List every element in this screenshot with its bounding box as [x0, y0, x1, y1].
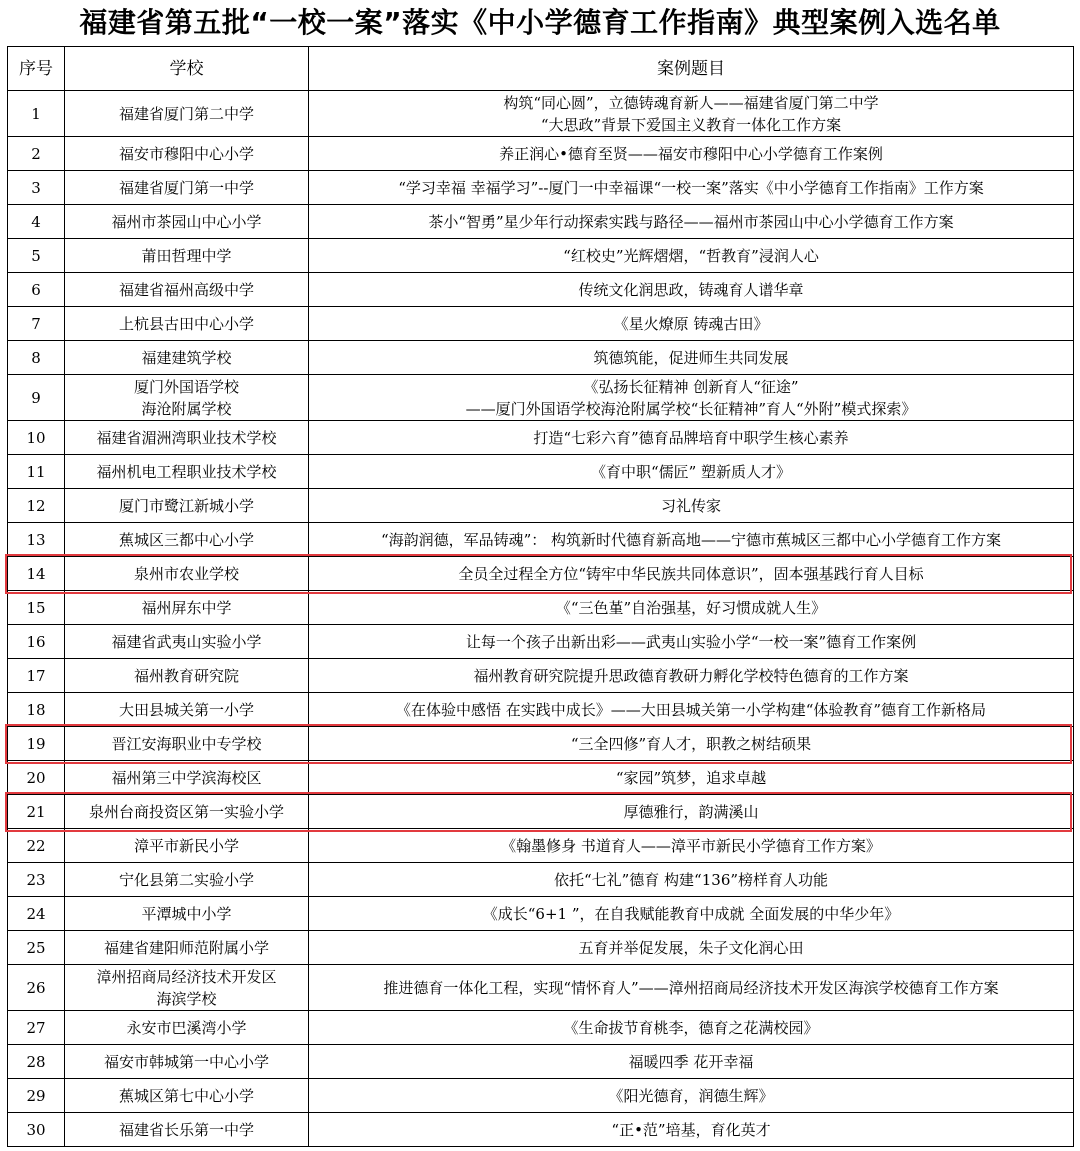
case-title-line: 厚德雅行，韵满溪山 [623, 802, 759, 821]
school-name-cell [65, 727, 309, 761]
case-title-cell [309, 1113, 1074, 1147]
case-title-line: 茶小“智勇”星少年行动探索实践与路径——福州市茶园山中心小学德育工作方案 [428, 212, 954, 231]
case-title-cell [309, 205, 1074, 239]
school-name-cell [65, 1079, 309, 1113]
table-header-row [8, 47, 1074, 91]
table-row [8, 489, 1074, 523]
case-title-line: 《在体验中感悟 在实践中成长》——大田县城关第一小学构建“体验教育”德育工作新格局 [395, 700, 987, 719]
case-title-cell [309, 341, 1074, 375]
table-row [8, 341, 1074, 375]
school-name-line: 漳州招商局经济技术开发区 [96, 967, 277, 986]
case-title-cell [309, 273, 1074, 307]
case-title-cell [309, 965, 1074, 1011]
case-title-line: 构筑“同心圆”，立德铸魂育新人——福建省厦门第二中学 [503, 93, 879, 112]
row-number: 13 [8, 523, 65, 557]
case-title-cell [309, 455, 1074, 489]
case-title-cell [309, 171, 1074, 205]
school-name-cell [65, 591, 309, 625]
table-row [8, 523, 1074, 557]
row-number: 12 [8, 489, 65, 523]
school-name-line: 福安市韩城第一中心小学 [103, 1052, 269, 1071]
school-name-cell [65, 239, 309, 273]
case-title-line: ——厦门外国语学校海沧附属学校“长征精神”育人“外附”模式探索》 [465, 399, 917, 418]
case-title-line: “海韵润德，军品铸魂”： 构筑新时代德育新高地——宁德市蕉城区三都中心小学德育工作方案 [380, 530, 1002, 549]
school-name-line: 福建省福州高级中学 [118, 280, 254, 299]
row-number: 14 [8, 557, 65, 591]
school-name-line: 泉州台商投资区第一实验小学 [88, 802, 284, 821]
case-title-line: 《弘扬长征精神 创新育人“征途” [583, 377, 799, 396]
case-title-cell [309, 625, 1074, 659]
case-title-line: “大思政”背景下爱国主义教育一体化工作方案 [540, 115, 842, 134]
table-row [8, 1011, 1074, 1045]
case-title-cell [309, 897, 1074, 931]
table-row [8, 421, 1074, 455]
school-name-line: 福州第三中学滨海校区 [111, 768, 262, 787]
table-row [8, 1079, 1074, 1113]
table-row [8, 591, 1074, 625]
school-name-line: 福建省武夷山实验小学 [111, 632, 262, 651]
school-name-line: 福州屏东中学 [141, 598, 232, 617]
table-body [8, 91, 1074, 1147]
case-title-line: 《生命拔节育桃李，德育之花满校园》 [563, 1018, 819, 1037]
case-title-line: 打造“七彩六育”德育品牌培育中职学生核心素养 [533, 428, 849, 447]
school-name-line: 福建省建阳师范附属小学 [103, 938, 269, 957]
school-name-cell [65, 375, 309, 421]
school-name-line: 福州教育研究院 [133, 666, 239, 685]
case-title-cell [309, 863, 1074, 897]
school-name-line: 平潭城中小学 [141, 904, 232, 923]
school-name-cell [65, 91, 309, 137]
case-title-line: 全员全过程全方位“铸牢中华民族共同体意识”，固本强基践行育人目标 [458, 564, 924, 583]
case-title-line: 养正润心•德育至贤——福安市穆阳中心小学德育工作案例 [499, 144, 883, 163]
case-title-cell [309, 375, 1074, 421]
row-number: 23 [8, 863, 65, 897]
table-row [8, 727, 1074, 761]
row-number: 18 [8, 693, 65, 727]
table-row [8, 829, 1074, 863]
case-title-line: 传统文化润思政，铸魂育人谱华章 [578, 280, 804, 299]
row-number: 30 [8, 1113, 65, 1147]
table-row [8, 795, 1074, 829]
row-number: 10 [8, 421, 65, 455]
row-number: 19 [8, 727, 65, 761]
row-number: 24 [8, 897, 65, 931]
case-title-cell [309, 1045, 1074, 1079]
school-name-line: 福州机电工程职业技术学校 [96, 462, 277, 481]
school-name-cell [65, 273, 309, 307]
school-name-line: 漳平市新民小学 [133, 836, 239, 855]
table-row [8, 455, 1074, 489]
school-name-line: 厦门外国语学校 [133, 377, 239, 396]
case-title-line: “红校史”光辉熠熠，“哲教育”浸润人心 [563, 246, 819, 265]
case-title-line: 《翰墨修身 书道育人——漳平市新民小学德育工作方案》 [501, 836, 881, 855]
row-number: 27 [8, 1011, 65, 1045]
school-name-cell [65, 489, 309, 523]
case-title-line: 五育并举促发展，朱子文化润心田 [578, 938, 804, 957]
table-row [8, 307, 1074, 341]
table-row [8, 965, 1074, 1011]
school-name-line: 福建建筑学校 [141, 348, 232, 367]
case-title-cell [309, 829, 1074, 863]
table-row [8, 1045, 1074, 1079]
table-row [8, 897, 1074, 931]
case-title-cell [309, 1079, 1074, 1113]
school-name-line: 福安市穆阳中心小学 [118, 144, 254, 163]
case-title-cell [309, 91, 1074, 137]
case-title-line: “正•范”培基，育化英才 [611, 1120, 771, 1139]
school-name-cell [65, 205, 309, 239]
row-number: 26 [8, 965, 65, 1011]
case-title-cell [309, 795, 1074, 829]
case-title-line: 福暖四季 花开幸福 [628, 1052, 754, 1071]
column-header-number: 序号 [8, 47, 65, 91]
school-name-line: 永安市巴溪湾小学 [126, 1018, 247, 1037]
case-title-line: 《育中职“儒匠” 塑新质人才》 [590, 462, 792, 481]
case-title-cell [309, 931, 1074, 965]
school-name-line: 福建省湄洲湾职业技术学校 [96, 428, 277, 447]
school-name-cell [65, 829, 309, 863]
row-number: 2 [8, 137, 65, 171]
school-name-cell [65, 1011, 309, 1045]
row-number: 15 [8, 591, 65, 625]
school-name-line: 福建省长乐第一中学 [118, 1120, 254, 1139]
row-number: 28 [8, 1045, 65, 1079]
row-number: 16 [8, 625, 65, 659]
row-number: 4 [8, 205, 65, 239]
school-name-line: 海沧附属学校 [141, 399, 232, 418]
row-number: 21 [8, 795, 65, 829]
school-name-line: 蕉城区三都中心小学 [118, 530, 254, 549]
table-row [8, 171, 1074, 205]
school-name-cell [65, 931, 309, 965]
column-header-school: 学校 [65, 47, 309, 91]
table-row [8, 761, 1074, 795]
school-name-cell [65, 1045, 309, 1079]
school-name-cell [65, 761, 309, 795]
table-row [8, 557, 1074, 591]
case-title-line: 《阳光德育，润德生辉》 [608, 1086, 774, 1105]
school-name-cell [65, 523, 309, 557]
case-title-cell [309, 307, 1074, 341]
school-name-line: 福建省厦门第二中学 [118, 104, 254, 123]
table-row [8, 659, 1074, 693]
school-name-cell [65, 455, 309, 489]
row-number: 7 [8, 307, 65, 341]
table-row [8, 239, 1074, 273]
row-number: 11 [8, 455, 65, 489]
case-title-cell [309, 659, 1074, 693]
row-number: 17 [8, 659, 65, 693]
row-number: 1 [8, 91, 65, 137]
table-row [8, 931, 1074, 965]
row-number: 25 [8, 931, 65, 965]
case-title-line: 让每一个孩子出新出彩——武夷山实验小学“一校一案”德育工作案例 [465, 632, 917, 651]
table-row [8, 91, 1074, 137]
case-title-cell [309, 421, 1074, 455]
table-row [8, 693, 1074, 727]
school-name-cell [65, 693, 309, 727]
case-title-line: “家园”筑梦，追求卓越 [615, 768, 767, 787]
case-list-table [7, 46, 1074, 1147]
case-title-line: “三全四修”育人才，职教之树结硕果 [570, 734, 812, 753]
school-name-line: 宁化县第二实验小学 [118, 870, 254, 889]
table-row [8, 1113, 1074, 1147]
school-name-line: 泉州市农业学校 [133, 564, 239, 583]
school-name-line: 海滨学校 [156, 989, 217, 1008]
table-row [8, 273, 1074, 307]
case-title-cell [309, 489, 1074, 523]
row-number: 8 [8, 341, 65, 375]
school-name-cell [65, 659, 309, 693]
school-name-line: 上杭县古田中心小学 [118, 314, 254, 333]
school-name-line: 厦门市鹭江新城小学 [118, 496, 254, 515]
case-title-cell [309, 523, 1074, 557]
case-title-cell [309, 239, 1074, 273]
case-title-line: 《“三色堇”自治强基，好习惯成就人生》 [555, 598, 827, 617]
row-number: 6 [8, 273, 65, 307]
case-title-line: 依托“七礼”德育 构建“136”榜样育人功能 [553, 870, 829, 889]
case-title-cell [309, 591, 1074, 625]
column-header-case-title: 案例题目 [309, 47, 1074, 91]
table-row [8, 205, 1074, 239]
row-number: 20 [8, 761, 65, 795]
row-number: 29 [8, 1079, 65, 1113]
school-name-cell [65, 421, 309, 455]
case-title-line: “学习幸福 幸福学习”--厦门一中幸福课“一校一案”落实《中小学德育工作指南》工作方案 [398, 178, 984, 197]
case-title-line: 推进德育一体化工程，实现“情怀育人”——漳州招商局经济技术开发区海滨学校德育工作方案 [383, 978, 999, 997]
school-name-line: 大田县城关第一小学 [118, 700, 254, 719]
school-name-cell [65, 307, 309, 341]
school-name-line: 福州市茶园山中心小学 [111, 212, 262, 231]
row-number: 5 [8, 239, 65, 273]
school-name-cell [65, 341, 309, 375]
table-row [8, 863, 1074, 897]
school-name-cell [65, 1113, 309, 1147]
case-title-cell [309, 557, 1074, 591]
school-name-cell [65, 557, 309, 591]
school-name-line: 蕉城区第七中心小学 [118, 1086, 254, 1105]
table-row [8, 137, 1074, 171]
school-name-cell [65, 965, 309, 1011]
table-row [8, 625, 1074, 659]
school-name-cell [65, 897, 309, 931]
school-name-cell [65, 625, 309, 659]
case-title-cell [309, 1011, 1074, 1045]
case-title-line: 筑德筑能，促进师生共同发展 [593, 348, 789, 367]
school-name-line: 晋江安海职业中专学校 [111, 734, 262, 753]
row-number: 9 [8, 375, 65, 421]
school-name-cell [65, 863, 309, 897]
case-title-line: 习礼传家 [660, 496, 721, 515]
case-title-cell [309, 727, 1074, 761]
document-title: 福建省第五批“一校一案”落实《中小学德育工作指南》典型案例入选名单 [79, 6, 1001, 39]
case-title-line: 《星火燎原 铸魂古田》 [613, 314, 769, 333]
case-title-cell [309, 761, 1074, 795]
row-number: 3 [8, 171, 65, 205]
school-name-cell [65, 137, 309, 171]
case-title-cell [309, 693, 1074, 727]
school-name-line: 莆田哲理中学 [141, 246, 232, 265]
school-name-cell [65, 795, 309, 829]
school-name-line: 福建省厦门第一中学 [118, 178, 254, 197]
row-number: 22 [8, 829, 65, 863]
case-title-cell [309, 137, 1074, 171]
school-name-cell [65, 171, 309, 205]
case-title-line: 福州教育研究院提升思政德育教研力孵化学校特色德育的工作方案 [473, 666, 909, 685]
table-row [8, 375, 1074, 421]
case-title-line: 《成长“6+1 ”，在自我赋能教育中成就 全面发展的中华少年》 [482, 904, 900, 923]
